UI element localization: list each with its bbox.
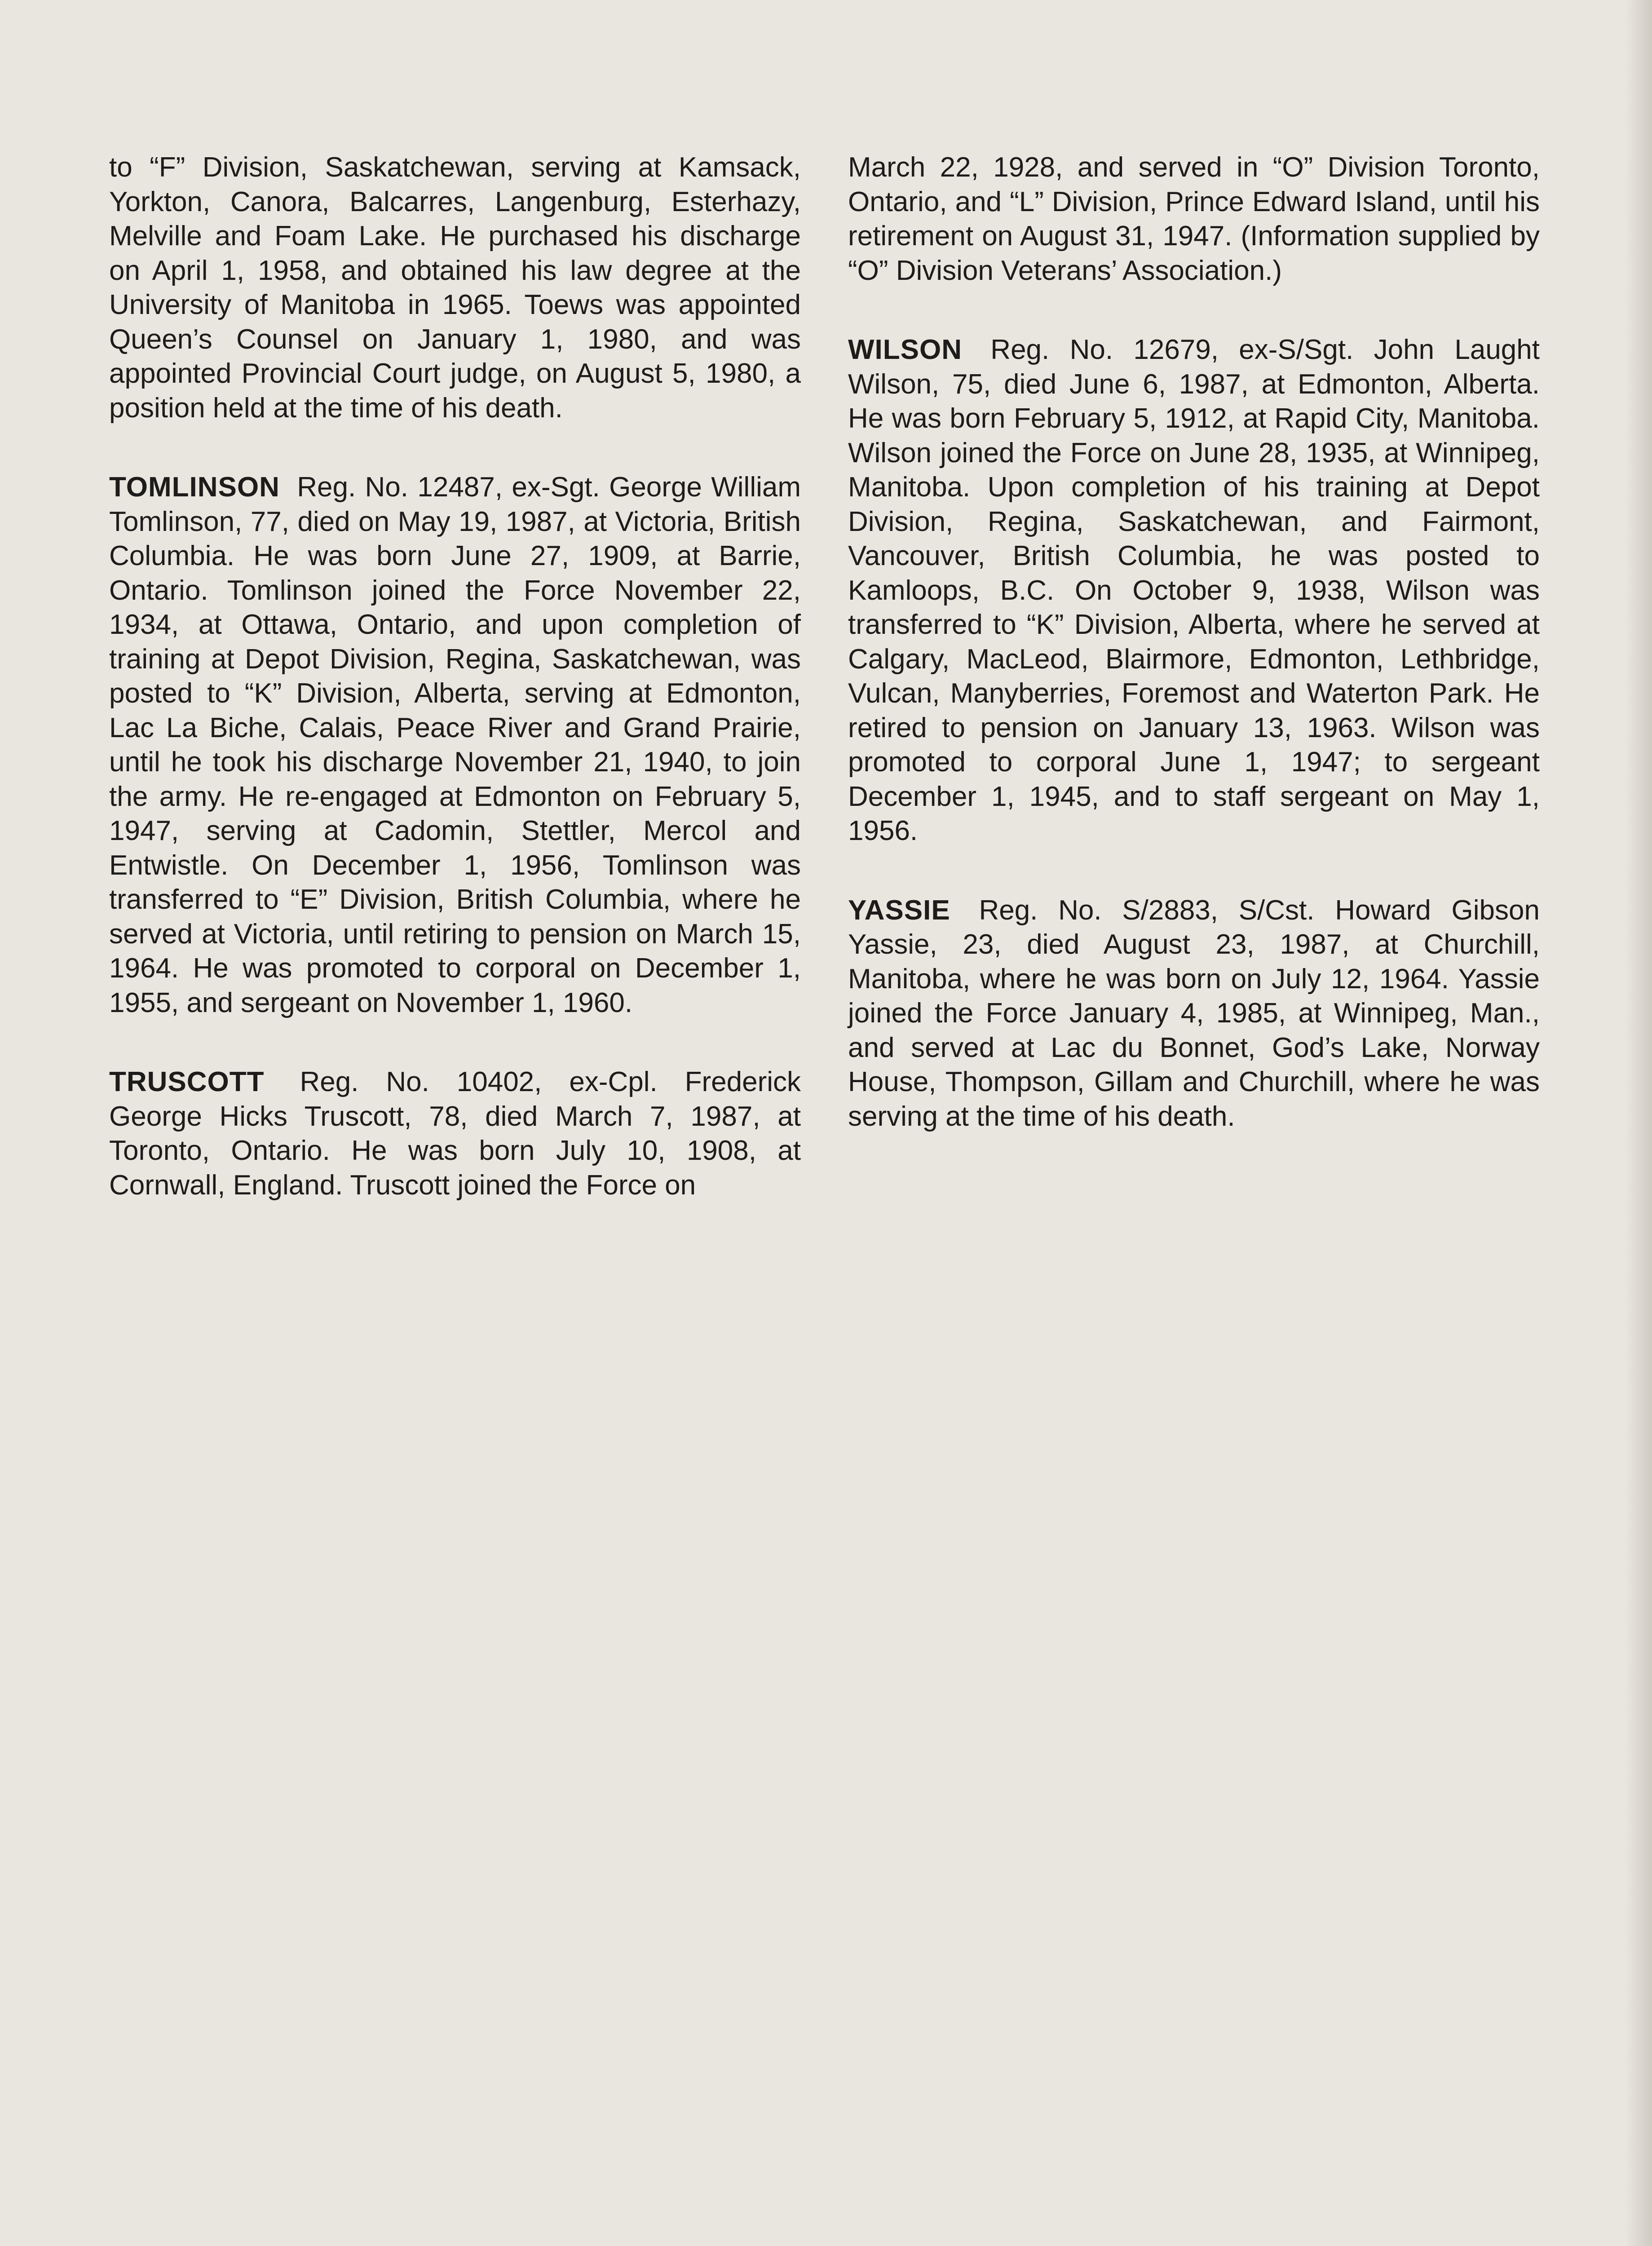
entry-surname: WILSON: [848, 334, 962, 365]
obituary-truscott: [109, 1065, 801, 1203]
obituary-continuation-toews: [109, 150, 801, 425]
obituary-continuation-truscott: [848, 150, 1540, 288]
obituary-wilson: [848, 333, 1540, 849]
entry-text: [848, 333, 1540, 849]
entry-body: Reg. No. 12679, ex-S/Sgt. John Laught Wilson, 75, died June 6, 1987, at Edmonton, Alberta. He was born February 5, 1912, at Rapid City, Manitoba. Wilson joined the Force on June 28, 1935, at Winnipeg, Manitoba. Upon completion of his training at Depot Division, Regina, Saskatchewan, and Fairmont, Vancouver, British Columbia, he was posted to Kamloops, B.C. On October 9, 1938, Wilson was transferred to “K” Division, Alberta, where he served at Calgary, MacLeod, Blairmore, Edmonton, Lethbridge, Vulcan, Manyberries, Foremost and Waterton Park. He retired to pension on January 13, 1963. Wilson was promoted to corporal June 1, 1947; to sergeant December 1, 1945, and to staff sergeant on May 1, 1956.: [848, 334, 1540, 846]
entry-body: Reg. No. 12487, ex-Sgt. George William Tomlinson, 77, died on May 19, 1987, at Victoria, British Columbia. He was born June 27, 1909, at Barrie, Ontario. Tomlinson joined the Force November 22, 1934, at Ottawa, Ontario, and upon completion of training at Depot Division, Regina, Saskatchewan, was posted to “K” Division, Alberta, serving at Edmonton, Lac La Biche, Calais, Peace River and Grand Prairie, until he took his discharge November 21, 1940, to join the army. He re-engaged at Edmonton on February 5, 1947, serving at Cadomin, Stettler, Mercol and Entwistle. On December 1, 1956, Tomlinson was transferred to “E” Division, British Columbia, where he served at Victoria, until retiring to pension on March 15, 1964. He was promoted to corporal on December 1, 1955, and sergeant on November 1, 1960.: [109, 472, 801, 1018]
obituary-yassie: [848, 893, 1540, 1134]
entry-surname: TRUSCOTT: [109, 1066, 265, 1097]
entry-body: Reg. No. S/2883, S/Cst. Howard Gibson Yassie, 23, died August 23, 1987, at Churchill, Manitoba, where he was born on July 12, 1964. Yassie joined the Force January 4, 1985, at Winnipeg, Man., and served at Lac du Bonnet, God’s Lake, Norway House, Thompson, Gillam and Churchill, where he was serving at the time of his death.: [848, 894, 1540, 1132]
page-edge-shadow: [1625, 0, 1652, 2246]
entry-text: to “F” Division, Saskatchewan, serving at Kamsack, Yorkton, Canora, Balcarres, Langenburg, Esterhazy, Melville and Foam Lake. He purchased his discharge on April 1, 1958, and obtained his law degree at the University of Manitoba in 1965. Toews was appointed Queen’s Counsel on January 1, 1980, and was appointed Provincial Court judge, on August 5, 1980, a position held at the time of his death.: [109, 152, 801, 424]
left-column: [109, 150, 801, 1247]
entry-surname: YASSIE: [848, 894, 950, 926]
entry-text: [848, 893, 1540, 1134]
obituary-tomlinson: [109, 470, 801, 1020]
entry-text: March 22, 1928, and served in “O” Division Toronto, Ontario, and “L” Division, Prince Edward Island, until his retirement on August 31, 1947. (Information supplied by “O” Division Veterans’ Association.): [848, 152, 1540, 286]
entry-text: [109, 470, 801, 1020]
entry-surname: TOMLINSON: [109, 472, 280, 503]
entry-text: [109, 1065, 801, 1203]
right-column: [848, 150, 1540, 1179]
entry-body: Reg. No. 10402, ex-Cpl. Frederick George Hicks Truscott, 78, died March 7, 1987, at Toronto, Ontario. He was born July 10, 1908, at Cornwall, England. Truscott joined the Force on: [109, 1066, 801, 1201]
